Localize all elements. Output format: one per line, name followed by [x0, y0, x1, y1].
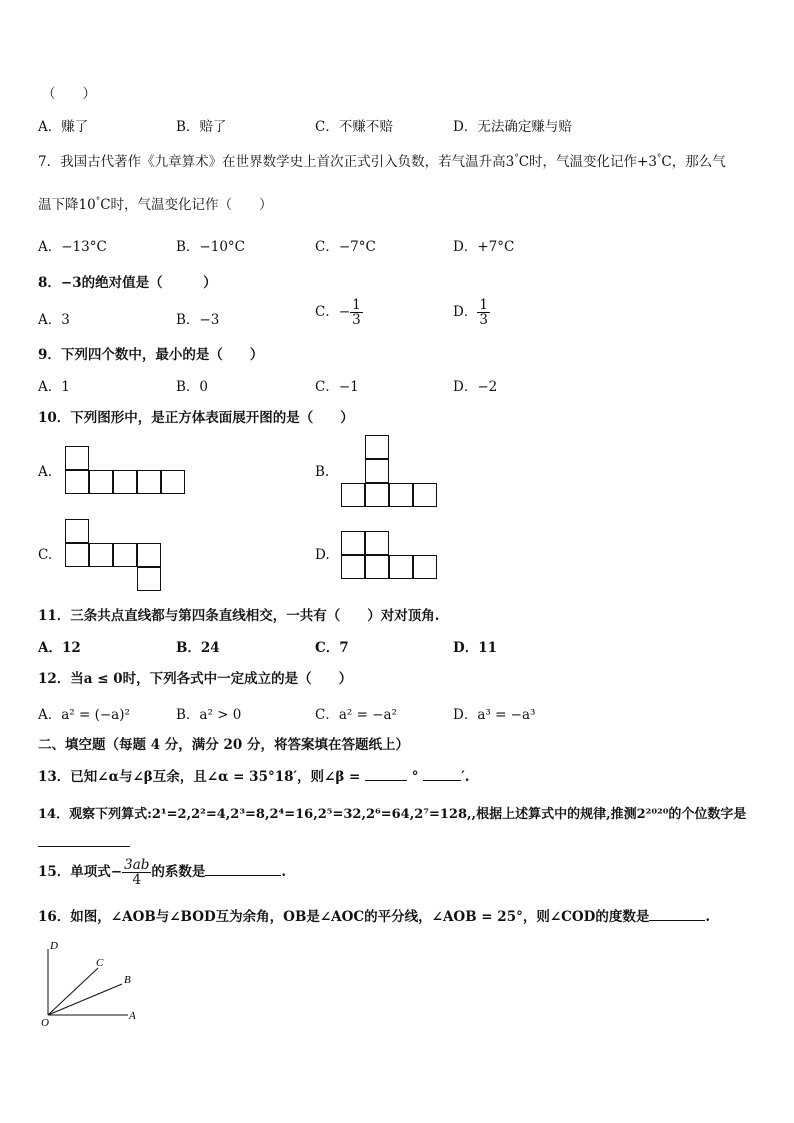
q12-option-b[interactable]: B．a² > 0	[176, 707, 242, 723]
q15-fraction: $\frac{3ab}{4}$	[124, 857, 150, 889]
net-cell	[137, 543, 161, 567]
net-cell	[341, 531, 365, 555]
net-cell	[413, 483, 437, 507]
ray-ob	[48, 984, 122, 1015]
q15-stem: 15．单项式− $\frac{3ab}{4}$ 的系数是 .	[38, 857, 287, 889]
q9-option-a[interactable]: A．1	[38, 379, 70, 395]
q10-option-a[interactable]: A.	[38, 464, 53, 480]
q10-stem: 10．下列图形中，是正方体表面展开图的是（ ）	[38, 410, 354, 426]
q7-option-d[interactable]: D．+7°C	[453, 239, 515, 255]
label-d: D	[50, 940, 58, 952]
net-cell	[365, 459, 389, 483]
q12-stem: 12．当a ≤ 0时，下列各式中一定成立的是（ ）	[38, 671, 353, 687]
q6-option-a[interactable]: A．赚了	[38, 119, 89, 135]
net-cell	[389, 555, 413, 579]
net-cell	[89, 470, 113, 494]
q10-option-d[interactable]: D.	[315, 547, 330, 563]
q12-option-d[interactable]: D．a³ = −a³	[453, 707, 536, 723]
q8-option-d[interactable]: D． $\frac{1}{3}$	[453, 297, 488, 329]
q13-blank-degrees[interactable]	[365, 780, 407, 781]
q15-blank[interactable]	[205, 861, 281, 876]
ray-oc	[48, 968, 98, 1015]
q9-option-c[interactable]: C．−1	[315, 379, 359, 395]
net-cell	[389, 483, 413, 507]
q13-stem: 13．已知∠α与∠β互余，且∠α = 35°18′，则∠β = ° ′.	[38, 769, 470, 785]
q9-option-d[interactable]: D．−2	[453, 379, 498, 395]
net-cell	[113, 470, 137, 494]
q6-option-c[interactable]: C．不赚不赔	[315, 119, 393, 135]
q8-option-b[interactable]: B．−3	[176, 312, 220, 328]
net-cell	[341, 555, 365, 579]
net-cell	[161, 470, 185, 494]
q13-blank-minutes[interactable]	[423, 780, 461, 781]
q10-option-b[interactable]: B.	[315, 464, 330, 480]
q7-stem-line1: 7．我国古代著作《九章算术》在世界数学史上首次正式引入负数，若气温升高3°C时，气温变化记作+3°C，那么气	[38, 153, 726, 170]
q16-blank[interactable]	[649, 906, 705, 921]
q7-stem-line2: 温下降10°C时，气温变化记作（ ）	[38, 196, 273, 213]
net-cell	[89, 543, 113, 567]
q7-option-c[interactable]: C．−7°C	[315, 239, 376, 255]
q16-angle-figure	[38, 935, 158, 1030]
label-c: C	[96, 957, 104, 969]
q10-option-c[interactable]: C.	[38, 547, 53, 563]
q11-option-c[interactable]: C．7	[315, 640, 349, 656]
net-cell	[365, 483, 389, 507]
q6-option-d[interactable]: D．无法确定赚与赔	[453, 119, 572, 135]
q9-option-b[interactable]: B．0	[176, 379, 209, 395]
net-cell	[113, 543, 137, 567]
q8-fraction-c: $\frac{1}{3}$	[352, 297, 361, 329]
section-heading-fill-in: 二、填空题（每题 4 分，满分 20 分，将答案填在答题纸上）	[38, 737, 409, 753]
q12-option-a[interactable]: A．a² = (−a)²	[38, 707, 130, 723]
q11-option-d[interactable]: D．11	[453, 640, 497, 656]
q7-option-a[interactable]: A．−13°C	[38, 239, 107, 255]
q9-stem: 9．下列四个数中，最小的是（ ）	[38, 347, 264, 363]
q8-stem: 8．−3的绝对值是（ ）	[38, 275, 217, 291]
q12-option-c[interactable]: C．a² = −a²	[315, 707, 397, 723]
net-cell	[65, 543, 89, 567]
q8-option-c[interactable]: C．− $\frac{1}{3}$	[315, 297, 361, 329]
label-b: B	[124, 974, 131, 986]
q14-stem: 14．观察下列算式:2¹=2,2²=4,2³=8,2⁴=16,2⁵=32,2⁶=64,2⁷=128,,根据上述算式中的规律,推测2²⁰²⁰的个位数字是	[38, 807, 747, 822]
net-cell	[341, 483, 365, 507]
q8-option-a[interactable]: A．3	[38, 312, 70, 328]
net-cell	[413, 555, 437, 579]
net-cell	[365, 531, 389, 555]
label-a: A	[129, 1010, 136, 1022]
net-cell	[137, 567, 161, 591]
q6-paren: （ ）	[42, 86, 96, 102]
q7-option-b[interactable]: B．−10°C	[176, 239, 245, 255]
q8-fraction-d: $\frac{1}{3}$	[479, 297, 488, 329]
q14-blank[interactable]	[38, 832, 130, 847]
q6-option-b[interactable]: B．赔了	[176, 119, 227, 135]
q11-option-b[interactable]: B．24	[176, 640, 220, 656]
q11-stem: 11．三条共点直线都与第四条直线相交，一共有（ ）对对顶角.	[38, 608, 440, 624]
net-cell	[65, 519, 89, 543]
label-o: O	[41, 1017, 49, 1029]
net-cell	[365, 555, 389, 579]
q14-answer-line[interactable]	[38, 832, 130, 851]
net-cell	[65, 446, 89, 470]
net-cell	[365, 435, 389, 459]
net-cell	[137, 470, 161, 494]
q16-stem: 16．如图，∠AOB与∠BOD互为余角，OB是∠AOC的平分线，∠AOB = 25°，则∠COD的度数是 .	[38, 905, 710, 925]
net-cell	[65, 470, 89, 494]
q11-option-a[interactable]: A．12	[38, 640, 81, 656]
